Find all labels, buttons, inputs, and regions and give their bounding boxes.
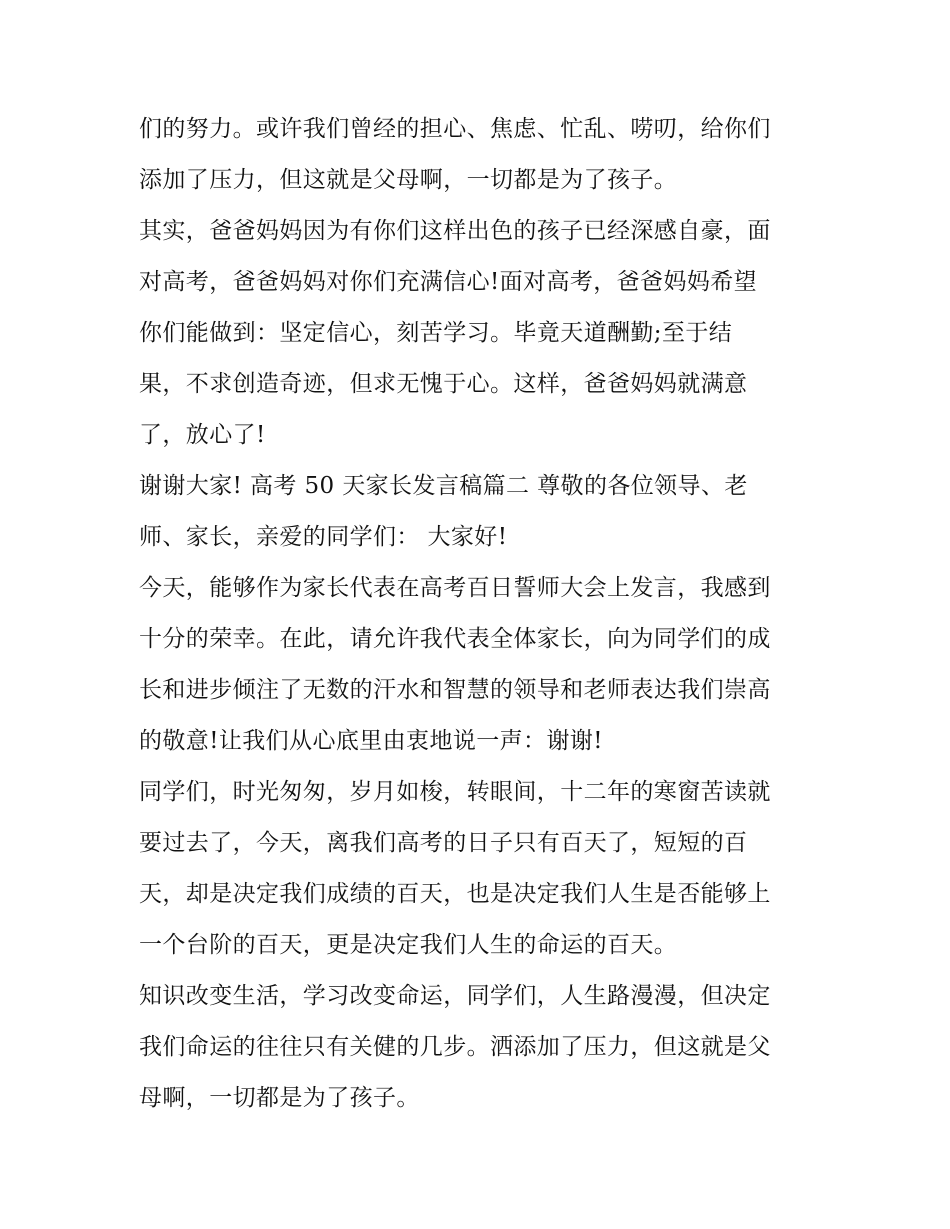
- text-line: 今天，能够作为家长代表在高考百日誓师大会上发言，我感到: [139, 575, 771, 601]
- text-line: 你们能做到：坚定信心，刻苦学习。毕竟天道酬勤;至于结: [139, 320, 733, 346]
- text-line: 对高考，爸爸妈妈对你们充满信心!面对高考，爸爸妈妈希望: [139, 269, 758, 295]
- text-line: 长和进步倾注了无数的汗水和智慧的领导和老师表达我们崇高: [139, 677, 771, 703]
- text-line: 要过去了，今天，离我们高考的日子只有百天了，短短的百: [139, 830, 748, 856]
- text-line: 了，放心了!: [139, 422, 266, 448]
- text-line: 知识改变生活，学习改变命运，同学们，人生路漫漫，但决定: [139, 983, 771, 1009]
- text-line: 母啊，一切都是为了孩子。: [139, 1085, 420, 1111]
- text-line: 谢谢大家! 高考 50 天家长发言稿篇二 尊敬的各位领导、老: [139, 473, 748, 499]
- text-line: 们的努力。或许我们曾经的担心、焦虑、忙乱、唠叨，给你们: [139, 116, 771, 142]
- text-line: 十分的荣幸。在此，请允许我代表全体家长，向为同学们的成: [139, 626, 771, 652]
- text-line: 果，不求创造奇迹，但求无愧于心。这样，爸爸妈妈就满意: [139, 371, 748, 397]
- document-body: [139, 104, 819, 1124]
- text-line: 同学们，时光匆匆，岁月如梭，转眼间，十二年的寒窗苦读就: [139, 779, 771, 805]
- text-line: 一个台阶的百天，更是决定我们人生的命运的百天。: [139, 932, 678, 958]
- text-line: 添加了压力，但这就是父母啊，一切都是为了孩子。: [139, 167, 678, 193]
- text-line: 天，却是决定我们成绩的百天，也是决定我们人生是否能够上: [139, 881, 771, 907]
- text-line: 师、家长，亲爱的同学们： 大家好!: [139, 524, 508, 550]
- text-line: 我们命运的往往只有关健的几步。洒添加了压力，但这就是父: [139, 1034, 771, 1060]
- text-line: 其实，爸爸妈妈因为有你们这样出色的孩子已经深感自豪，面: [139, 218, 771, 244]
- text-line: 的敬意!让我们从心底里由衷地说一声：谢谢!: [139, 728, 603, 754]
